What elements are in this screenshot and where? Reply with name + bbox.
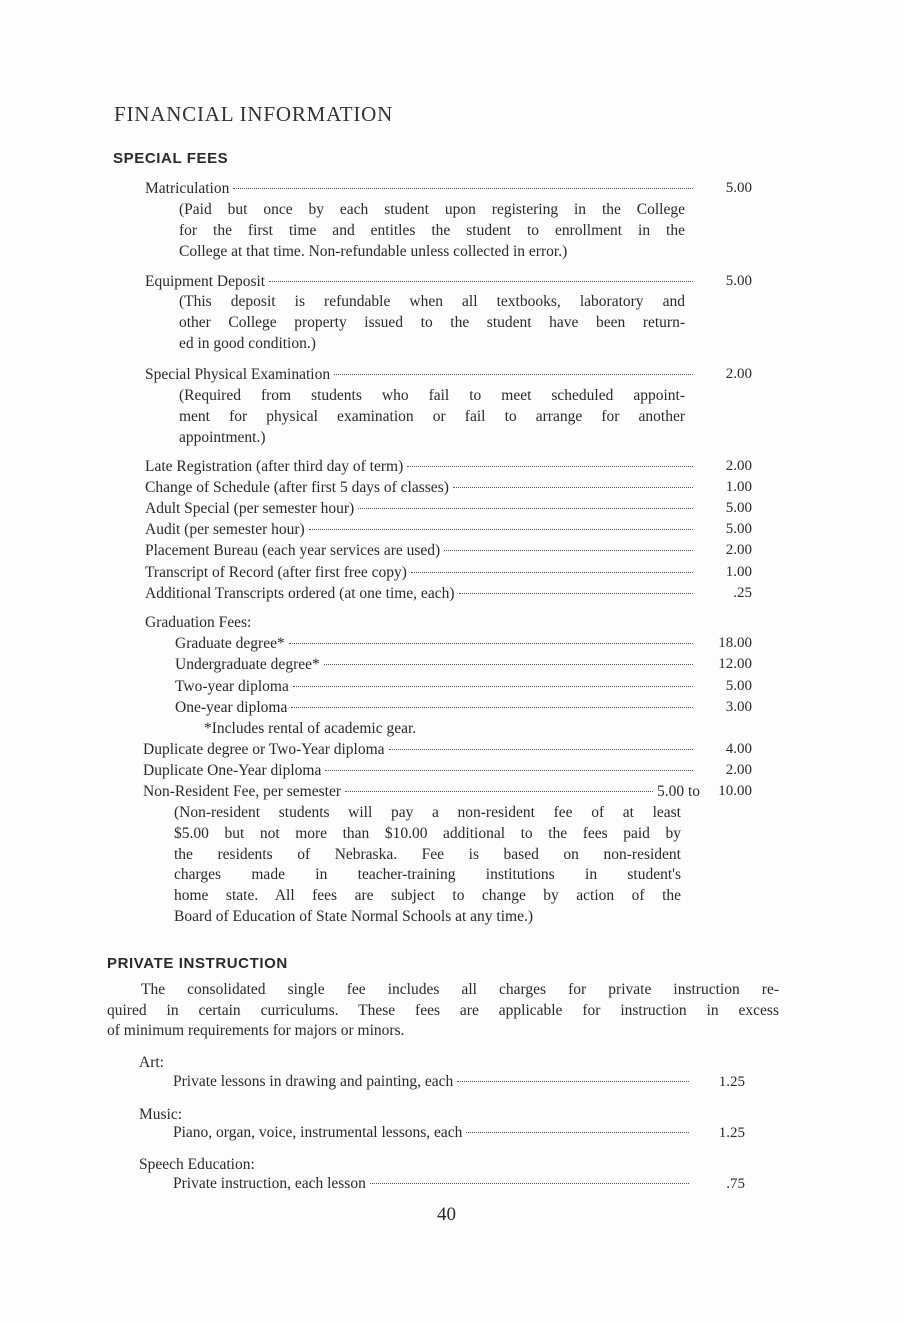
fee-label: Additional Transcripts ordered (at one time, each) xyxy=(145,585,455,602)
fee-note-equipment xyxy=(179,292,685,354)
leader-dots xyxy=(453,487,693,488)
fee-amount: 4.00 xyxy=(725,741,752,757)
leader-dots xyxy=(411,572,693,573)
page-number: 40 xyxy=(437,1204,456,1225)
fee-amount: 3.00 xyxy=(725,699,752,715)
fee-label: Equipment Deposit xyxy=(145,273,266,290)
intro-line: quired in certain curriculums. These fees are applicable for instruction in excess xyxy=(107,1001,779,1019)
leader-dots xyxy=(309,529,693,530)
note-line: (This deposit is refundable when all textbooks, laboratory and xyxy=(179,293,685,310)
fee-amount: 2.00 xyxy=(725,762,752,778)
fee-note-physical xyxy=(179,386,685,448)
fee-note-non-resident xyxy=(174,803,681,928)
fee-amount: 12.00 xyxy=(718,656,752,672)
leader-dots xyxy=(457,1081,689,1082)
note-line: other College property issued to the student have been return- xyxy=(179,313,685,331)
fee-amount: 2.00 xyxy=(725,542,752,558)
fee-row-change-of-schedule xyxy=(145,477,697,498)
fee-label: Placement Bureau (each year services are used) xyxy=(145,542,441,559)
leader-dots xyxy=(444,550,693,551)
fee-amount: 5.00 xyxy=(725,500,752,516)
fee-label: Matriculation xyxy=(145,180,230,197)
note-line: for the first time and entitles the student to enrollment in the xyxy=(179,221,685,239)
fee-label: Graduate degree* xyxy=(175,635,285,652)
fee-amount: 5.00 xyxy=(725,521,752,537)
fee-range: 5.00 to xyxy=(656,783,700,800)
note-line: $5.00 but not more than $10.00 additional to the fees paid by xyxy=(174,824,681,842)
note-line: (Non-resident students will pay a non-resident fee of at least xyxy=(174,804,681,821)
fee-label: Private lessons in drawing and painting, each xyxy=(173,1073,454,1090)
note-line: appointment.) xyxy=(179,428,266,446)
fee-label: Private instruction, each lesson xyxy=(173,1175,366,1192)
fee-amount: .75 xyxy=(726,1176,745,1192)
note-line: (Required from students who fail to meet scheduled appoint- xyxy=(179,387,685,404)
leader-dots xyxy=(325,770,693,771)
fee-row-placement-bureau xyxy=(145,540,697,561)
intro-line: of minimum requirements for majors or minors. xyxy=(107,1022,405,1039)
leader-dots xyxy=(407,466,693,467)
note-line: Board of Education of State Normal Schools at any time.) xyxy=(174,907,533,925)
leader-dots xyxy=(466,1132,689,1133)
fee-amount: 2.00 xyxy=(725,458,752,474)
fee-amount: 18.00 xyxy=(718,635,752,651)
fee-row-late-registration xyxy=(145,456,697,477)
fee-row-graduate-degree xyxy=(175,633,697,654)
speech-category: Speech Education: xyxy=(139,1156,255,1173)
fee-label: Two-year diploma xyxy=(175,678,289,695)
fee-amount: 10.00 xyxy=(718,783,752,799)
fee-row-matriculation xyxy=(145,178,697,199)
fee-label: Adult Special (per semester hour) xyxy=(145,500,355,517)
fee-label: Transcript of Record (after first free copy) xyxy=(145,564,407,581)
fee-row-adult-special xyxy=(145,498,697,519)
graduation-footnote: *Includes rental of academic gear. xyxy=(204,720,417,737)
leader-dots xyxy=(389,749,693,750)
private-instruction-intro xyxy=(107,980,779,1042)
fee-amount: .25 xyxy=(733,585,752,601)
art-category: Art: xyxy=(139,1054,164,1071)
fee-label: Audit (per semester hour) xyxy=(145,521,305,538)
fee-row-art-lessons xyxy=(173,1071,693,1092)
fee-label: Piano, organ, voice, instrumental lessons, each xyxy=(173,1124,463,1141)
fee-row-additional-transcripts xyxy=(145,583,697,604)
fee-row-one-year-diploma xyxy=(175,697,697,718)
leader-dots xyxy=(293,686,693,687)
fee-amount: 1.00 xyxy=(725,479,752,495)
fee-label: Change of Schedule (after first 5 days of classes) xyxy=(145,479,449,496)
fee-label: Duplicate degree or Two-Year diploma xyxy=(143,741,385,758)
music-category: Music: xyxy=(139,1106,183,1123)
fee-amount: 5.00 xyxy=(725,273,752,289)
leader-dots xyxy=(370,1183,689,1184)
leader-dots xyxy=(345,791,653,792)
fee-amount: 1.00 xyxy=(725,564,752,580)
special-fees-heading: SPECIAL FEES xyxy=(113,150,229,167)
graduation-fees-label: Graduation Fees: xyxy=(145,614,252,631)
leader-dots xyxy=(358,508,693,509)
leader-dots xyxy=(289,643,693,644)
intro-line: The consolidated single fee includes all charges for private instruction re- xyxy=(141,981,779,998)
fee-row-transcript xyxy=(145,562,697,583)
note-line: College at that time. Non-refundable unless collected in error.) xyxy=(179,242,568,260)
note-line: home state. All fees are subject to change by action of the xyxy=(174,887,681,905)
fee-row-duplicate-degree xyxy=(143,739,697,760)
leader-dots xyxy=(291,707,693,708)
fee-label: Late Registration (after third day of term) xyxy=(145,458,404,475)
fee-row-duplicate-one-year xyxy=(143,760,697,781)
note-line: (Paid but once by each student upon registering in the College xyxy=(179,201,685,218)
fee-row-music-lessons xyxy=(173,1122,693,1143)
note-line: charges made in teacher-training institutions in student's xyxy=(174,866,681,884)
leader-dots xyxy=(233,188,693,189)
page-title: FINANCIAL INFORMATION xyxy=(114,102,394,126)
fee-label: Duplicate One-Year diploma xyxy=(143,762,322,779)
fee-row-physical-exam xyxy=(145,364,697,385)
leader-dots xyxy=(459,593,694,594)
fee-label: One-year diploma xyxy=(175,699,288,716)
leader-dots xyxy=(334,374,693,375)
note-line: ed in good condition.) xyxy=(179,334,316,352)
fee-note-matriculation xyxy=(179,200,685,262)
fee-amount: 1.25 xyxy=(718,1125,745,1141)
leader-dots xyxy=(324,664,693,665)
fee-amount: 2.00 xyxy=(725,366,752,382)
note-line: ment for physical examination or fail to arrange for another xyxy=(179,407,685,425)
fee-label: Undergraduate degree* xyxy=(175,656,320,673)
fee-amount: 1.25 xyxy=(718,1074,745,1090)
fee-label: Non-Resident Fee, per semester xyxy=(143,783,341,800)
fee-row-audit xyxy=(145,519,697,540)
note-line: the residents of Nebraska. Fee is based on non-resident xyxy=(174,845,681,863)
fee-amount: 5.00 xyxy=(725,678,752,694)
fee-amount: 5.00 xyxy=(725,180,752,196)
fee-row-two-year-diploma xyxy=(175,676,697,697)
fee-row-speech-instruction xyxy=(173,1173,693,1194)
fee-row-equipment-deposit xyxy=(145,271,697,292)
leader-dots xyxy=(269,281,693,282)
fee-label: Special Physical Examination xyxy=(145,366,331,383)
private-instruction-heading: PRIVATE INSTRUCTION xyxy=(107,955,288,972)
fee-row-undergraduate-degree xyxy=(175,654,697,675)
fee-row-non-resident xyxy=(143,781,702,802)
